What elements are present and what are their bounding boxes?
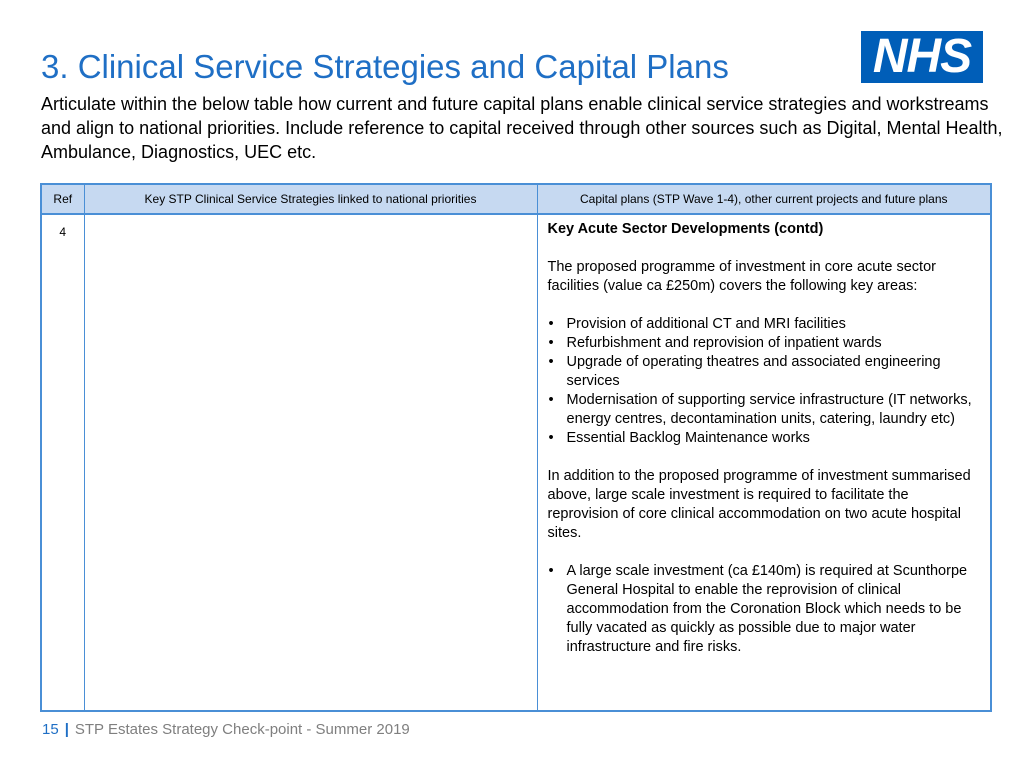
list-item: • Provision of additional CT and MRI facilities <box>548 315 981 334</box>
list-item: • Refurbishment and reprovision of inpatient wards <box>548 334 981 353</box>
nhs-logo: NHS <box>861 31 983 83</box>
header-ref: Ref <box>41 184 84 214</box>
page-title: 3. Clinical Service Strategies and Capital Plans <box>41 48 729 85</box>
intro-text: Articulate within the below table how current and future capital plans enable clinical service strategies and workstreams and align to national priorities. Include reference to capital received through other sources such as Digital, Mental Health, Ambulance, Diagnostics, UEC etc. <box>41 94 1003 162</box>
capital-heading: Key Acute Sector Developments (contd) <box>547 221 824 237</box>
footer <box>42 721 410 738</box>
list-item: • Essential Backlog Maintenance works <box>548 429 981 448</box>
footer-divider: | <box>64 721 69 738</box>
table-row <box>41 214 991 711</box>
header-capital-plans: Capital plans (STP Wave 1-4), other current projects and future plans <box>537 184 991 214</box>
cell-strategies <box>84 214 537 711</box>
cell-capital-plans <box>537 214 991 711</box>
strategy-table <box>40 183 992 712</box>
capital-para-2: In addition to the proposed programme of investment summarised above, large scale investment is required to facilitate the reprovision of core clinical accommodation on two acute hospital sites. <box>547 468 971 541</box>
key-areas-list <box>548 315 981 448</box>
investment-list <box>548 562 981 657</box>
cell-ref: 4 <box>41 214 84 711</box>
table-header-row <box>41 184 991 214</box>
list-item: • A large scale investment (ca £140m) is required at Scunthorpe General Hospital to enable the reprovision of clinical accommodation from the Coronation Block which needs to be fully vacated as quickly as possible due to major water infrastructure and fire risks. <box>548 562 981 657</box>
page-number: 15 <box>42 721 59 738</box>
list-item: • Modernisation of supporting service infrastructure (IT networks, energy centres, decontamination units, catering, laundry etc) <box>548 391 981 429</box>
list-item: • Upgrade of operating theatres and associated engineering services <box>548 353 981 391</box>
header-strategies: Key STP Clinical Service Strategies linked to national priorities <box>84 184 537 214</box>
footer-text: STP Estates Strategy Check-point - Summer 2019 <box>74 721 410 738</box>
capital-para-1: The proposed programme of investment in core acute sector facilities (value ca £250m) covers the following key areas: <box>547 259 936 294</box>
